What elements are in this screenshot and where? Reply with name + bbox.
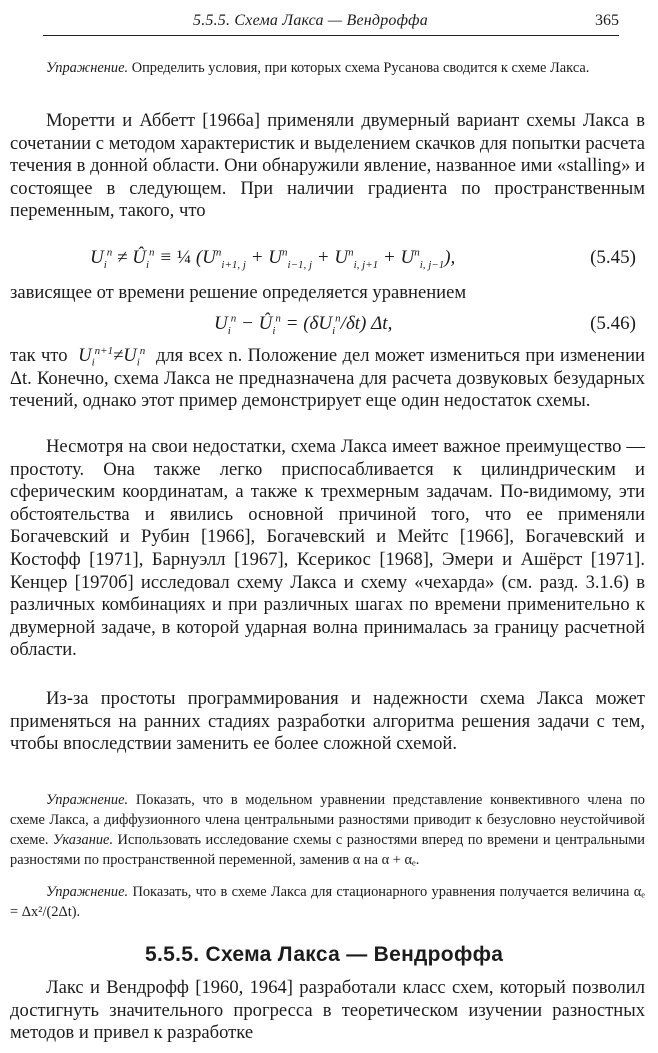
- equation-expression: $U_i^n$ − $Û_i^n = (\delta U_i^n/\delta t)$ Δt,: [214, 312, 393, 337]
- exercise-text: Показать, что в модельном уравнении представление конвективного члена по схеме Лакса, а диффузионного члена центральными разностями приводит к безусловно неустойчивой схеме.: [10, 792, 645, 848]
- paragraph-lead: так что: [10, 345, 68, 366]
- equation-expression: $U_i^n$ ≠ $Û_i^n$ ≡ ¼ $(U^n_{i+1, j} + U^n_{i-1, j} + U^n_{i, j+1} + U^n_{i, j-1})$,: [90, 246, 456, 271]
- paragraph-text: Лакс и Вендрофф [1960, 1964] разработали класс схем, который позволил достигнуть значительного прогресса в теоретическом изучении разностных методов и привел к разработке: [10, 977, 645, 1044]
- paragraph-4: [10, 688, 645, 756]
- equation-number: (5.46): [590, 313, 636, 334]
- page-number: 365: [595, 12, 619, 29]
- paragraph-text: Несмотря на свои недостатки, схема Лакса имеет важное преимущество — простоту. Она также легко приспосабливается к цилиндрическим и сферическим координатам, а также к трехмерным задачам. По-видимому, эти обстоятельства и явились основной причиной того, что ее применяли Богачевский и Рубин [1966], Богачевский и Мейтс [1966], Богачевский и Костофф [1971], Барнуэлл [1967], Ксерикос [1968], Эмери и Ашёрст [1971]. Кенцер [1970б] исследовал схему Лакса и схему «чехарда» (см. разд. 3.1.6) в различных комбинациях и при различных шагах по времени применительно к двумерной задаче, в которой ударная волна принималась за границу расчетной области.: [10, 436, 645, 661]
- equation-number: (5.45): [590, 247, 636, 268]
- exercise-label: Упражнение.: [46, 792, 129, 808]
- running-title: 5.5.5. Схема Лакса — Вендроффа: [193, 12, 428, 29]
- paragraph-3: [10, 436, 645, 662]
- header-rule: [43, 35, 619, 36]
- page-header: [43, 10, 619, 36]
- exercise-text: Показать, что в схеме Лакса для стационарного уравнения получается величина αₑ = Δx²/(2Δt).: [10, 884, 645, 920]
- hint-label: Указание.: [53, 832, 114, 848]
- exercise-3: [10, 882, 645, 922]
- paragraph-text: Из-за простоты программирования и надежности схема Лакса может применяться на ранних стадиях разработки алгоритма решения задачи с тем, чтобы впоследствии заменить ее более сложной схемой.: [10, 688, 645, 755]
- paragraph-1: [10, 110, 645, 223]
- exercise-label: Упражнение.: [46, 884, 129, 900]
- between-equations-text: зависящее от времени решение определяется уравнением: [10, 282, 467, 303]
- paragraph-5: [10, 977, 645, 1045]
- exercise-label: Упражнение.: [46, 60, 129, 76]
- paragraph-2: так что $U_i^{n+1}\ne U_i^n$ для всех n. Положение дел может измениться при изменении Δt. Конечно, схема Лакса не предназначена для расчета дозвуковых безударных течений, однако этот пример демонстрирует еще один недостаток схемы.: [10, 344, 646, 412]
- paragraph-text: Моретти и Аббетт [1966а] применяли двумерный вариант схемы Лакса в сочетании с методом характеристик и выделением скачков для попытки расчета течения в донной области. Они обнаружили явление, названное ими «stalling» и состоящее в следующем. При наличии градиента по пространственным переменным, такого, что: [10, 110, 645, 222]
- hint-text: Использовать исследование схемы с разностями вперед по времени и центральными разностями по пространственной переменной, заменив α на α + αₑ.: [10, 832, 645, 868]
- section-title: 5.5.5. Схема Лакса — Вендроффа: [145, 943, 504, 966]
- exercise-1: [10, 58, 645, 78]
- exercise-text: Определить условия, при которых схема Русанова сводится к схеме Лакса.: [131, 60, 590, 76]
- exercise-2: [10, 790, 645, 870]
- paragraph-text: для всех n. Положение дел может измениться при изменении Δt. Конечно, схема Лакса не предназначена для расчета дозвуковых безударных течений, однако этот пример демонстрирует еще один недостаток схемы.: [10, 345, 646, 412]
